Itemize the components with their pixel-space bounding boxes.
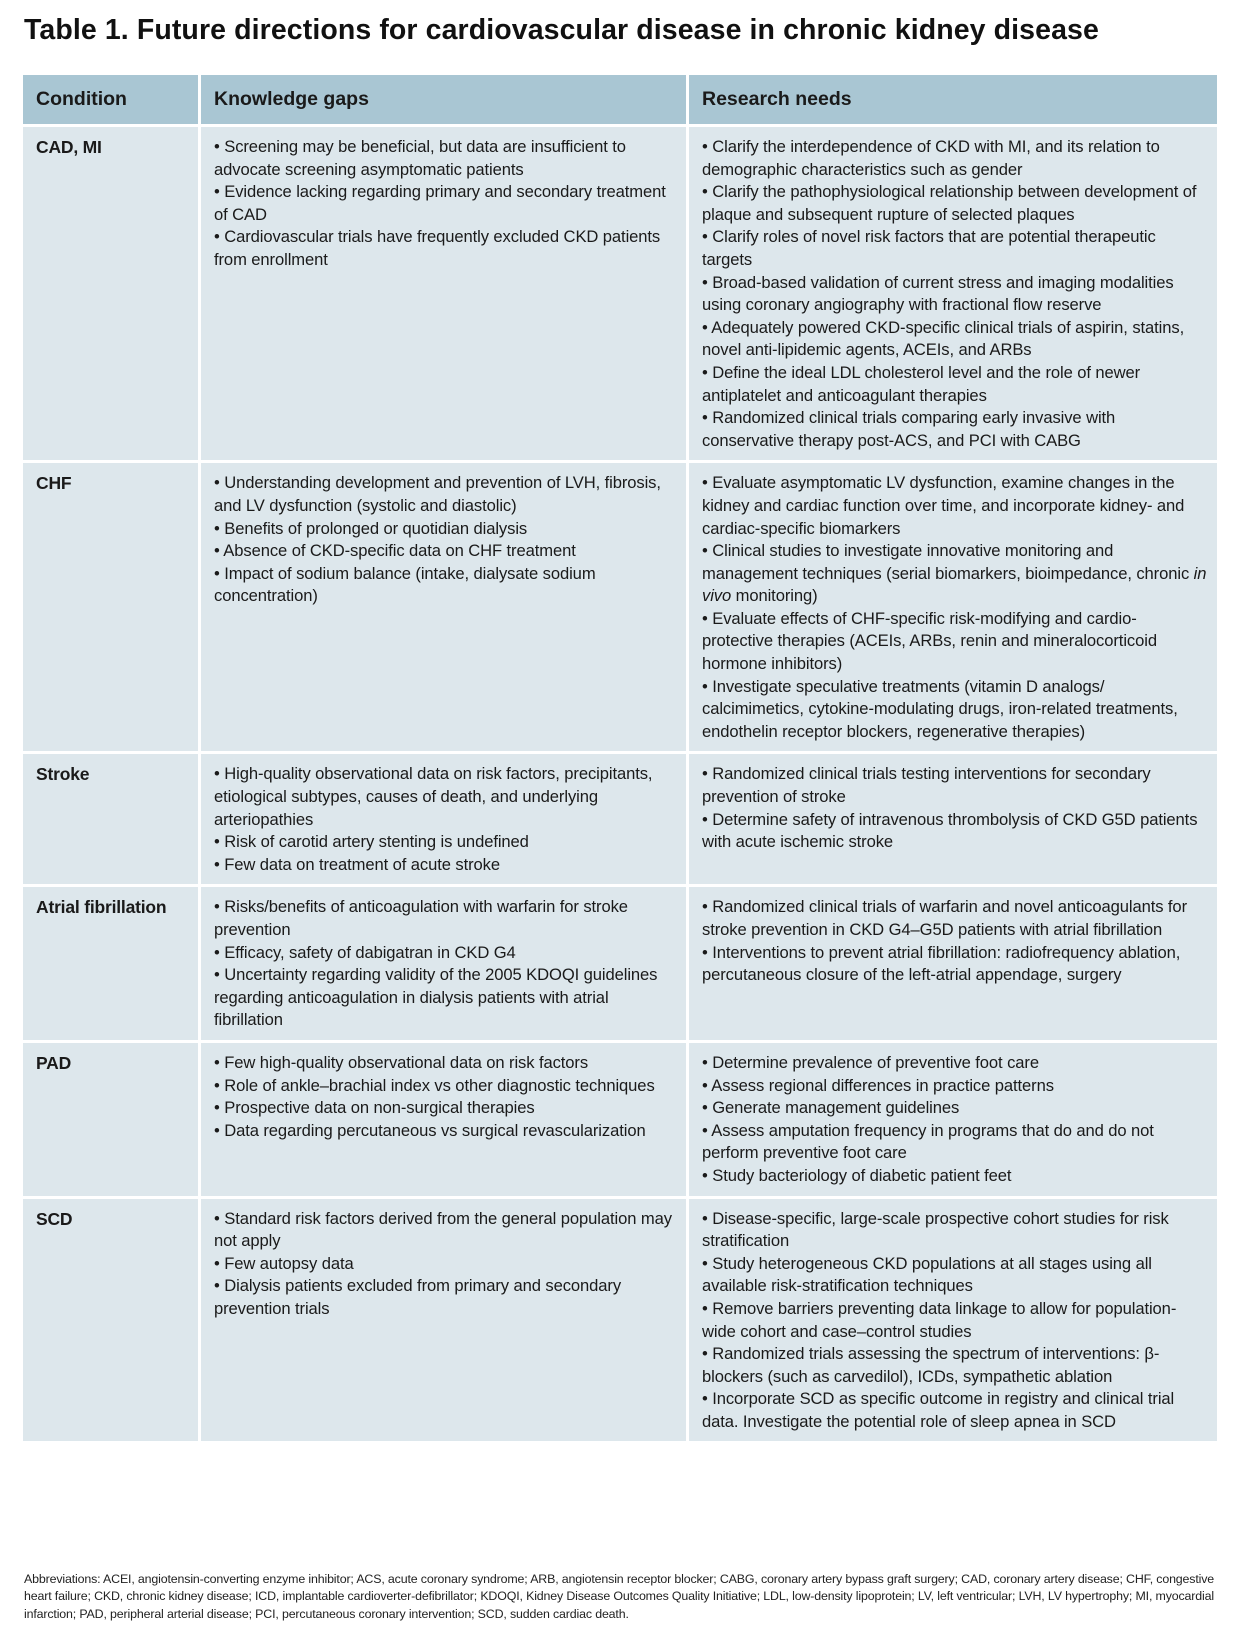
knowledge-gap-item: • Benefits of prolonged or quotidian dialysis: [214, 518, 528, 538]
knowledge-gaps-cell: [198, 1040, 686, 1196]
knowledge-gaps-cell: [198, 460, 686, 751]
knowledge-gap-item: • Standard risk factors derived from the general population may not apply: [214, 1208, 672, 1251]
table-row: [23, 751, 1217, 884]
knowledge-gaps-cell: [198, 751, 686, 884]
table-row: [23, 1196, 1217, 1442]
condition-cell: [23, 460, 198, 751]
research-needs-cell: [686, 1040, 1217, 1196]
knowledge-gap-item: • Prospective data on non-surgical therapies: [214, 1098, 535, 1118]
research-need-item: • Randomized clinical trials testing interventions for secondary prevention of stroke: [702, 764, 1151, 807]
knowledge-gap-item: • Cardiovascular trials have frequently excluded CKD patients from enrollment: [214, 227, 661, 269]
knowledge-gap-item: • Few high-quality observational data on risk factors: [214, 1052, 589, 1072]
research-need-item: • Clinical studies to investigate innovative monitoring and management techniques (serial biomarkers, bioimpedance, chronic in vivo monitoring): [702, 541, 1207, 606]
condition-cell: [23, 1196, 198, 1442]
header-row: [23, 75, 1217, 127]
abbreviations-footnote: Abbreviations: ACEI, angiotensin-converting enzyme inhibitor; ACS, acute coronary syndrome; ARB, angiotensin receptor blocker; CABG, coronary artery bypass graft surgery; CAD, coronary artery disease; CHF, congestive heart failure; CKD, chronic kidney disease; ICD, implantable cardioverter-defibrillator; KDOQI, Kidney Disease Outcomes Quality Initiative; LDL, low-density lipoprotein; LV, left ventricular; LVH, LV hypertrophy; MI, myocardial infarction; PAD, peripheral arterial disease; PCI, percutaneous coronary intervention; SCD, sudden cardiac death.: [24, 1572, 1215, 1621]
research-need-item: • Randomized trials assessing the spectrum of interventions: β-blockers (such as carvedilol), ICDs, sympathetic ablation: [702, 1344, 1160, 1386]
table-row: [23, 127, 1217, 460]
research-need-item: • Disease-specific, large-scale prospective cohort studies for risk stratification: [702, 1208, 1169, 1251]
research-need-item: • Adequately powered CKD-specific clinical trials of aspirin, statins, novel anti-lipidemic agents, ACEIs, and ARBs: [702, 317, 1185, 360]
condition-label: Atrial fibrillation: [36, 897, 167, 918]
knowledge-gap-item: • Risks/benefits of anticoagulation with warfarin for stroke prevention: [214, 897, 628, 939]
knowledge-gap-item: • Dialysis patients excluded from primary and secondary prevention trials: [214, 1276, 622, 1318]
research-need-item: • Assess regional differences in practice patterns: [702, 1075, 1054, 1095]
research-need-item: • Evaluate asymptomatic LV dysfunction, examine changes in the kidney and cardiac function over time, and incorporate kidney- and cardiac-specific biomarkers: [702, 473, 1185, 538]
condition-cell: [23, 127, 198, 460]
research-needs-cell: [686, 1196, 1217, 1442]
table-row: [23, 884, 1217, 1040]
knowledge-gap-item: • Role of ankle–brachial index vs other diagnostic techniques: [214, 1075, 655, 1095]
condition-label: SCD: [36, 1208, 73, 1229]
knowledge-gap-item: • Understanding development and prevention of LVH, fibrosis, and LV dysfunction (systolic and diastolic): [214, 473, 661, 515]
research-need-item: • Study heterogeneous CKD populations at all stages using all available risk-stratification techniques: [702, 1253, 1152, 1296]
research-need-item: • Broad-based validation of current stress and imaging modalities using coronary angiography with fractional flow reserve: [702, 272, 1174, 315]
research-needs-cell: [686, 127, 1217, 460]
condition-cell: [23, 751, 198, 884]
research-needs-cell: [686, 884, 1217, 1040]
condition-cell: [23, 1040, 198, 1196]
research-need-item: • Randomized clinical trials comparing early invasive with conservative therapy post-ACS, and PCI with CABG: [702, 408, 1116, 450]
knowledge-gap-item: • Absence of CKD-specific data on CHF treatment: [214, 541, 576, 561]
knowledge-gap-item: • Screening may be beneficial, but data are insufficient to advocate screening asymptomatic patients: [214, 137, 626, 179]
research-need-item: • Investigate speculative treatments (vitamin D analogs/ calcimimetics, cytokine-modulating drugs, iron-related treatments, endothelin receptor blockers, regenerative therapies): [702, 676, 1178, 741]
research-need-item: • Clarify the interdependence of CKD with MI, and its relation to demographic characteristics such as gender: [702, 137, 1160, 179]
research-need-item: • Study bacteriology of diabetic patient feet: [702, 1165, 1012, 1185]
knowledge-gap-item: • Few data on treatment of acute stroke: [214, 854, 500, 874]
condition-label: Stroke: [36, 764, 90, 785]
condition-label: CHF: [36, 473, 72, 494]
research-need-item: • Generate management guidelines: [702, 1098, 960, 1118]
research-need-item: • Incorporate SCD as specific outcome in registry and clinical trial data. Investigate the potential role of sleep apnea in SCD: [702, 1389, 1175, 1431]
research-need-item: • Determine prevalence of preventive foot care: [702, 1052, 1039, 1072]
research-need-item: • Interventions to prevent atrial fibrillation: radiofrequency ablation, percutaneous closure of the left-atrial appendage, surgery: [702, 942, 1181, 985]
table-title: Table 1. Future directions for cardiovascular disease in chronic kidney disease: [24, 14, 1099, 46]
research-need-item: • Remove barriers preventing data linkage to allow for population-wide cohort and case–control studies: [702, 1298, 1177, 1341]
research-need-item: • Define the ideal LDL cholesterol level and the role of newer antiplatelet and anticoagulant therapies: [702, 362, 1141, 405]
directions-table: [23, 75, 1217, 1441]
header-research-needs: Research needs: [686, 75, 1217, 127]
research-needs-cell: [686, 460, 1217, 751]
research-need-item: • Randomized clinical trials of warfarin and novel anticoagulants for stroke prevention in CKD G4–G5D patients with atrial fibrillation: [702, 897, 1187, 939]
knowledge-gap-item: • Few autopsy data: [214, 1253, 354, 1273]
knowledge-gap-item: • High-quality observational data on risk factors, precipitants, etiological subtypes, causes of death, and underlying arteriopathies: [214, 764, 653, 829]
knowledge-gap-item: • Efficacy, safety of dabigatran in CKD G4: [214, 942, 516, 962]
knowledge-gap-item: • Data regarding percutaneous vs surgical revascularization: [214, 1120, 646, 1140]
research-need-item: • Clarify roles of novel risk factors that are potential therapeutic targets: [702, 227, 1156, 269]
knowledge-gaps-cell: [198, 127, 686, 460]
condition-cell: [23, 884, 198, 1040]
research-need-item: • Determine safety of intravenous thrombolysis of CKD G5D patients with acute ischemic stroke: [702, 809, 1198, 852]
knowledge-gaps-cell: [198, 884, 686, 1040]
knowledge-gap-item: • Impact of sodium balance (intake, dialysate sodium concentration): [214, 563, 596, 606]
table-row: [23, 1040, 1217, 1196]
research-need-item: • Clarify the pathophysiological relationship between development of plaque and subsequent rupture of selected plaques: [702, 182, 1197, 224]
header-condition: Condition: [23, 75, 198, 127]
knowledge-gap-item: • Evidence lacking regarding primary and secondary treatment of CAD: [214, 182, 666, 224]
knowledge-gaps-cell: [198, 1196, 686, 1442]
table-row: [23, 460, 1217, 751]
condition-label: CAD, MI: [36, 137, 102, 157]
header-knowledge-gaps: Knowledge gaps: [198, 75, 686, 127]
research-need-item: • Evaluate effects of CHF-specific risk-modifying and cardio-protective therapies (ACEIs, ARBs, renin and mineralocorticoid hormone inhibitors): [702, 608, 1157, 674]
knowledge-gap-item: • Risk of carotid artery stenting is undefined: [214, 832, 529, 852]
condition-label: PAD: [36, 1052, 72, 1073]
knowledge-gap-item: • Uncertainty regarding validity of the 2005 KDOQI guidelines regarding anticoagulation in dialysis patients with atrial fibrillation: [214, 965, 658, 1030]
research-needs-cell: [686, 751, 1217, 884]
research-need-item: • Assess amputation frequency in programs that do and do not perform preventive foot care: [702, 1120, 1154, 1163]
